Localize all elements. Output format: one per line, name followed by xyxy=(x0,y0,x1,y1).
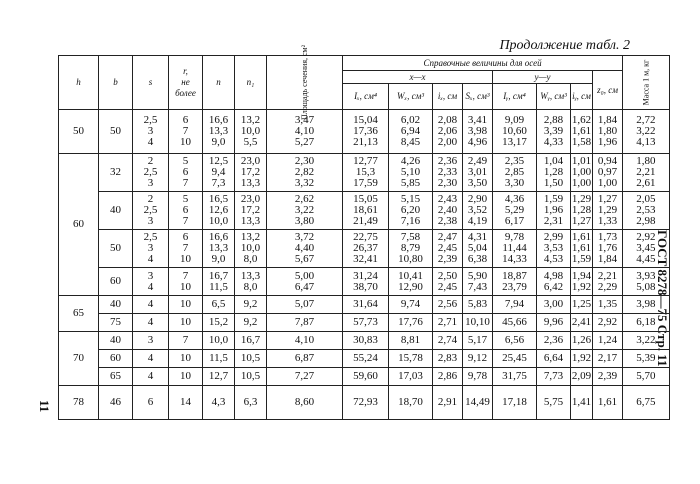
cell-iy: 1,01 1,00 1,00 xyxy=(571,154,593,192)
cell-area: 8,60 xyxy=(267,386,343,420)
col-Sx: Sₓ, см³ xyxy=(463,84,493,110)
cell-Wy: 7,73 xyxy=(537,368,571,386)
cell-n: 16,6 13,3 9,0 xyxy=(203,230,235,268)
cell-n: 12,7 xyxy=(203,368,235,386)
cell-mass: 3,22 xyxy=(623,332,670,350)
cell-b: 65 xyxy=(99,368,133,386)
cell-area: 7,27 xyxy=(267,368,343,386)
cell-mass: 2,05 2,53 2,98 xyxy=(623,192,670,230)
cell-ix: 2,74 xyxy=(433,332,463,350)
cell-iy: 2,09 xyxy=(571,368,593,386)
col-b: b xyxy=(99,56,133,110)
cell-Ix: 57,73 xyxy=(343,314,389,332)
table-row xyxy=(59,110,670,154)
cell-iy: 1,61 1,61 1,59 xyxy=(571,230,593,268)
cell-Iy: 4,36 5,29 6,17 xyxy=(493,192,537,230)
table-row xyxy=(59,368,670,386)
cell-z0: 1,73 1,76 1,84 xyxy=(593,230,623,268)
cell-Sx: 2,49 3,01 3,50 xyxy=(463,154,493,192)
cell-n1: 10,5 xyxy=(235,350,267,368)
cell-n: 16,6 13,3 9,0 xyxy=(203,110,235,154)
table-row xyxy=(59,386,670,420)
cell-b: 50 xyxy=(99,230,133,268)
cell-Wx: 4,26 5,10 5,85 xyxy=(389,154,433,192)
cell-Wy: 1,04 1,28 1,50 xyxy=(537,154,571,192)
table-row xyxy=(59,154,670,192)
cell-n: 10,0 xyxy=(203,332,235,350)
cell-b: 40 xyxy=(99,192,133,230)
cell-r: 5 6 7 xyxy=(169,192,203,230)
cell-Wy: 6,64 xyxy=(537,350,571,368)
cell-Iy: 9,09 10,60 13,17 xyxy=(493,110,537,154)
cell-area: 3,47 4,10 5,27 xyxy=(267,110,343,154)
cell-s: 4 xyxy=(133,314,169,332)
cell-Wy: 2,36 xyxy=(537,332,571,350)
cell-Iy: 25,45 xyxy=(493,350,537,368)
cell-Ix: 59,60 xyxy=(343,368,389,386)
cell-ix: 2,43 2,40 2,38 xyxy=(433,192,463,230)
cell-iy: 1,92 xyxy=(571,350,593,368)
cell-Iy: 9,78 11,44 14,33 xyxy=(493,230,537,268)
table-row xyxy=(59,314,670,332)
cell-iy: 1,94 1,92 xyxy=(571,268,593,296)
cell-n1: 6,3 xyxy=(235,386,267,420)
cell-s: 2 2,5 3 xyxy=(133,192,169,230)
cell-z0: 2,21 2,29 xyxy=(593,268,623,296)
cell-area: 7,87 xyxy=(267,314,343,332)
cell-mass: 3,93 5,08 xyxy=(623,268,670,296)
cell-mass: 5,39 xyxy=(623,350,670,368)
col-Wy: Wᵧ, см³ xyxy=(537,84,571,110)
cell-z0: 2,17 xyxy=(593,350,623,368)
cell-b: 46 xyxy=(99,386,133,420)
cell-s: 3 xyxy=(133,332,169,350)
cell-Sx: 14,49 xyxy=(463,386,493,420)
col-ref-group: Справочные величины для осей xyxy=(343,56,623,71)
cell-h: 65 xyxy=(59,296,99,332)
cell-n1: 13,2 10,0 8,0 xyxy=(235,230,267,268)
cell-Wx: 17,76 xyxy=(389,314,433,332)
cell-ix: 2,56 xyxy=(433,296,463,314)
cell-n1: 23,0 17,2 13,3 xyxy=(235,154,267,192)
cell-h: 78 xyxy=(59,386,99,420)
cell-r: 7 xyxy=(169,332,203,350)
cell-s: 4 xyxy=(133,368,169,386)
cell-z0: 1,61 xyxy=(593,386,623,420)
table-row xyxy=(59,350,670,368)
cell-area: 6,87 xyxy=(267,350,343,368)
cell-Iy: 6,56 xyxy=(493,332,537,350)
continuation-header: Продолжение табл. 2 xyxy=(499,38,630,53)
table-row xyxy=(59,332,670,350)
cell-r: 10 xyxy=(169,368,203,386)
cell-Sx: 5,17 xyxy=(463,332,493,350)
cell-ix: 2,50 2,45 xyxy=(433,268,463,296)
cell-b: 50 xyxy=(99,110,133,154)
cell-mass: 2,92 3,45 4,45 xyxy=(623,230,670,268)
cell-iy: 2,41 xyxy=(571,314,593,332)
cell-Sx: 5,83 xyxy=(463,296,493,314)
cell-s: 4 xyxy=(133,350,169,368)
cell-iy: 1,25 xyxy=(571,296,593,314)
cell-mass: 6,18 xyxy=(623,314,670,332)
col-mass: Масса 1 м, кг xyxy=(623,56,670,110)
table-row xyxy=(59,268,670,296)
cell-n: 16,7 11,5 xyxy=(203,268,235,296)
cell-r: 7 10 xyxy=(169,268,203,296)
cell-h: 60 xyxy=(59,154,99,296)
cell-iy: 1,29 1,28 1,27 xyxy=(571,192,593,230)
cell-n1: 13,3 8,0 xyxy=(235,268,267,296)
cell-Sx: 9,12 xyxy=(463,350,493,368)
cell-area: 5,00 6,47 xyxy=(267,268,343,296)
cell-Ix: 31,24 38,70 xyxy=(343,268,389,296)
cell-Iy: 7,94 xyxy=(493,296,537,314)
cell-area: 4,10 xyxy=(267,332,343,350)
cell-Wx: 18,70 xyxy=(389,386,433,420)
cell-s: 3 4 xyxy=(133,268,169,296)
cell-iy: 1,41 xyxy=(571,386,593,420)
cell-s: 2,5 3 4 xyxy=(133,230,169,268)
cell-Ix: 22,75 26,37 32,41 xyxy=(343,230,389,268)
col-axis-xx: x—x xyxy=(343,71,493,84)
cell-s: 6 xyxy=(133,386,169,420)
cell-ix: 2,08 2,06 2,00 xyxy=(433,110,463,154)
cell-r: 14 xyxy=(169,386,203,420)
cell-Sx: 3,41 3,98 4,96 xyxy=(463,110,493,154)
cell-Wx: 6,02 6,94 8,45 xyxy=(389,110,433,154)
col-iy: iᵧ, см xyxy=(571,84,593,110)
cell-Wx: 8,81 xyxy=(389,332,433,350)
cell-ix: 2,86 xyxy=(433,368,463,386)
cell-h: 50 xyxy=(59,110,99,154)
table-row xyxy=(59,296,670,314)
cell-mass: 1,80 2,21 2,61 xyxy=(623,154,670,192)
cell-Wy: 1,59 1,96 2,31 xyxy=(537,192,571,230)
cell-b: 40 xyxy=(99,296,133,314)
cell-iy: 1,62 1,61 1,58 xyxy=(571,110,593,154)
cell-Ix: 15,04 17,36 21,13 xyxy=(343,110,389,154)
cell-Ix: 12,77 15,3 17,59 xyxy=(343,154,389,192)
col-Ix: Iₓ, см⁴ xyxy=(343,84,389,110)
cell-Sx: 4,31 5,04 6,38 xyxy=(463,230,493,268)
cell-n: 4,3 xyxy=(203,386,235,420)
cell-Iy: 2,35 2,85 3,30 xyxy=(493,154,537,192)
cell-r: 10 xyxy=(169,296,203,314)
cell-area: 3,72 4,40 5,67 xyxy=(267,230,343,268)
cell-b: 32 xyxy=(99,154,133,192)
cell-ix: 2,36 2,33 2,30 xyxy=(433,154,463,192)
cell-n: 15,2 xyxy=(203,314,235,332)
cell-Iy: 45,66 xyxy=(493,314,537,332)
cell-n1: 9,2 xyxy=(235,296,267,314)
col-ix: iₓ, см xyxy=(433,84,463,110)
cell-iy: 1,26 xyxy=(571,332,593,350)
cell-z0: 2,39 xyxy=(593,368,623,386)
cell-n: 11,5 xyxy=(203,350,235,368)
cell-z0: 1,24 xyxy=(593,332,623,350)
cell-n: 6,5 xyxy=(203,296,235,314)
cell-Wy: 5,75 xyxy=(537,386,571,420)
table-row xyxy=(59,230,670,268)
cell-n1: 9,2 xyxy=(235,314,267,332)
standard-code: ГОСТ 8278—75 Стр. 11 xyxy=(655,230,670,367)
cell-Wy: 9,96 xyxy=(537,314,571,332)
cell-Sx: 10,10 xyxy=(463,314,493,332)
cell-Wy: 2,88 3,39 4,33 xyxy=(537,110,571,154)
cell-mass: 2,72 3,22 4,13 xyxy=(623,110,670,154)
cell-Ix: 31,64 xyxy=(343,296,389,314)
cell-Wx: 9,74 xyxy=(389,296,433,314)
cell-b: 75 xyxy=(99,314,133,332)
cell-Wy: 4,98 6,42 xyxy=(537,268,571,296)
cell-Sx: 5,90 7,43 xyxy=(463,268,493,296)
cell-ix: 2,47 2,45 2,39 xyxy=(433,230,463,268)
cell-Ix: 30,83 xyxy=(343,332,389,350)
cell-ix: 2,91 xyxy=(433,386,463,420)
cell-area: 5,07 xyxy=(267,296,343,314)
cell-z0: 1,84 1,80 1,96 xyxy=(593,110,623,154)
cell-Ix: 55,24 xyxy=(343,350,389,368)
col-z0: z₀, см xyxy=(593,71,623,110)
cell-Wx: 10,41 12,90 xyxy=(389,268,433,296)
cell-r: 6 7 10 xyxy=(169,110,203,154)
cell-r: 6 7 10 xyxy=(169,230,203,268)
col-s: s xyxy=(133,56,169,110)
cell-Wx: 5,15 6,20 7,16 xyxy=(389,192,433,230)
cell-ix: 2,71 xyxy=(433,314,463,332)
cell-z0: 1,35 xyxy=(593,296,623,314)
cell-Sx: 9,78 xyxy=(463,368,493,386)
cell-Wy: 2,99 3,53 4,53 xyxy=(537,230,571,268)
cell-Iy: 18,87 23,79 xyxy=(493,268,537,296)
cell-z0: 2,92 xyxy=(593,314,623,332)
cell-area: 2,62 3,22 3,80 xyxy=(267,192,343,230)
cell-Ix: 72,93 xyxy=(343,386,389,420)
cell-z0: 0,94 0,97 1,00 xyxy=(593,154,623,192)
col-h: h xyxy=(59,56,99,110)
cell-Iy: 31,75 xyxy=(493,368,537,386)
cell-h: 70 xyxy=(59,332,99,386)
col-axis-yy: y—y xyxy=(493,71,593,84)
cell-n1: 10,5 xyxy=(235,368,267,386)
col-Wx: Wₓ, см³ xyxy=(389,84,433,110)
cell-r: 10 xyxy=(169,314,203,332)
cell-b: 40 xyxy=(99,332,133,350)
cell-s: 2 2,5 3 xyxy=(133,154,169,192)
col-r: r, не более xyxy=(169,56,203,110)
cell-Wy: 3,00 xyxy=(537,296,571,314)
cell-Iy: 17,18 xyxy=(493,386,537,420)
col-n: n xyxy=(203,56,235,110)
page-number: 11 xyxy=(37,400,52,413)
cell-Wx: 7,58 8,79 10,80 xyxy=(389,230,433,268)
cell-mass: 6,75 xyxy=(623,386,670,420)
cell-b: 60 xyxy=(99,350,133,368)
cell-Wx: 15,78 xyxy=(389,350,433,368)
cell-r: 10 xyxy=(169,350,203,368)
cell-s: 4 xyxy=(133,296,169,314)
cell-s: 2,5 3 4 xyxy=(133,110,169,154)
col-Iy: Iᵧ, см⁴ xyxy=(493,84,537,110)
cell-b: 60 xyxy=(99,268,133,296)
cell-n: 12,5 9,4 7,3 xyxy=(203,154,235,192)
col-n1: n₁ xyxy=(235,56,267,110)
col-area: Площадь сечения, см² xyxy=(267,56,343,110)
cell-area: 2,30 2,82 3,32 xyxy=(267,154,343,192)
cell-ix: 2,83 xyxy=(433,350,463,368)
cell-mass: 5,70 xyxy=(623,368,670,386)
cell-mass: 3,98 xyxy=(623,296,670,314)
cell-r: 5 6 7 xyxy=(169,154,203,192)
cell-n: 16,5 12,6 10,0 xyxy=(203,192,235,230)
cell-z0: 1,27 1,29 1,33 xyxy=(593,192,623,230)
cell-n1: 16,7 xyxy=(235,332,267,350)
cell-n1: 23,0 17,2 13,3 xyxy=(235,192,267,230)
table-row xyxy=(59,192,670,230)
cell-n1: 13,2 10,0 5,5 xyxy=(235,110,267,154)
cell-Ix: 15,05 18,61 21,49 xyxy=(343,192,389,230)
cell-Wx: 17,03 xyxy=(389,368,433,386)
cell-Sx: 2,90 3,52 4,19 xyxy=(463,192,493,230)
